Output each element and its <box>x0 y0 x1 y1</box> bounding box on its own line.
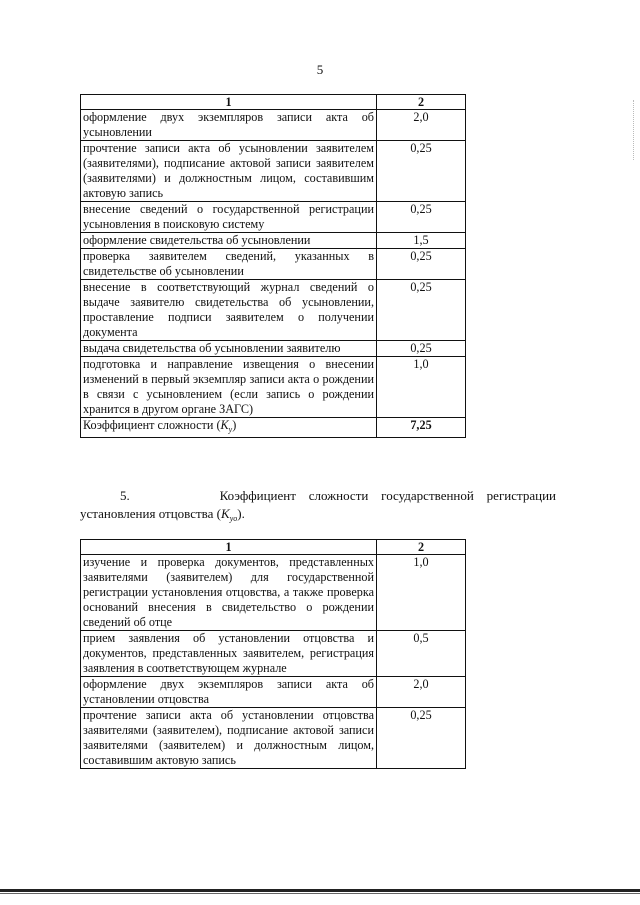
header-col-2: 2 <box>377 540 466 555</box>
table-row <box>81 233 466 249</box>
table-row <box>81 280 466 341</box>
row-description: проверка заявителем сведений, указанных в свидетельстве об усыновлении <box>81 249 377 280</box>
row-description: прием заявления об установлении отцовства и документов, представленных заявителем, регистрация заявления в соответствующем журнале <box>81 631 377 677</box>
total-label: Коэффициент сложности $(K_у)$ <box>81 418 377 438</box>
table-row <box>81 708 466 769</box>
complexity-table-paternity <box>80 539 466 769</box>
row-description: выдача свидетельства об усыновлении заявителю <box>81 341 377 357</box>
table-row <box>81 341 466 357</box>
row-description: прочтение записи акта об усыновлении заявителем (заявителями), подписание актовой записи заявителем (заявителями) и должностным лицом, составившим актовую запись <box>81 141 377 202</box>
header-col-1: 1 <box>81 540 377 555</box>
row-coefficient: 0,5 <box>377 631 466 677</box>
row-coefficient: 0,25 <box>377 280 466 341</box>
section-5-paragraph <box>80 487 556 528</box>
row-description: подготовка и направление извещения о внесении изменений в первый экземпляр записи акта о рождении в связи с усыновлением (если запись о рождении хранится в другом органе ЗАГС) <box>81 357 377 418</box>
page-number: 5 <box>316 62 324 77</box>
paragraph-line-1: 5. Коэффициент сложности государственной регистрации <box>120 488 556 503</box>
row-coefficient: 1,0 <box>377 555 466 631</box>
table-row <box>81 202 466 233</box>
row-coefficient: 0,25 <box>377 202 466 233</box>
table-row <box>81 677 466 708</box>
scan-margin-marks <box>630 100 634 160</box>
row-description: оформление двух экземпляров записи акта об усыновлении <box>81 110 377 141</box>
row-coefficient: 2,0 <box>377 110 466 141</box>
row-coefficient: 1,5 <box>377 233 466 249</box>
scan-edge-line-thin <box>0 893 640 894</box>
row-coefficient: 0,25 <box>377 708 466 769</box>
table-header-row <box>81 95 466 110</box>
row-description: изучение и проверка документов, представленных заявителями (заявителем) для государственной регистрации установления отцовства, а также проверка оснований внесения в свидетельство о рождении сведений об отце <box>81 555 377 631</box>
table-row <box>81 555 466 631</box>
header-col-1: 1 <box>81 95 377 110</box>
header-col-2: 2 <box>377 95 466 110</box>
row-description: внесение сведений о государственной регистрации усыновления в поисковую систему <box>81 202 377 233</box>
table-row <box>81 141 466 202</box>
row-coefficient: 2,0 <box>377 677 466 708</box>
table-row <box>81 631 466 677</box>
row-description: прочтение записи акта об установлении отцовства заявителями (заявителем), подписание актовой записи заявителями (заявителем) и должностным лицом, составившим актовую запись <box>81 708 377 769</box>
table-row <box>81 110 466 141</box>
table-header-row <box>81 540 466 555</box>
row-description: оформление двух экземпляров записи акта об установлении отцовства <box>81 677 377 708</box>
row-coefficient: 0,25 <box>377 249 466 280</box>
total-row <box>81 418 466 438</box>
total-value: 7,25 <box>377 418 466 438</box>
table-row <box>81 357 466 418</box>
row-description: оформление свидетельства об усыновлении <box>81 233 377 249</box>
row-description: внесение в соответствующий журнал сведений о выдаче заявителю свидетельства об усыновлении, проставление подписи заявителем о получении документа <box>81 280 377 341</box>
row-coefficient: 0,25 <box>377 141 466 202</box>
scan-edge-line <box>0 889 640 892</box>
row-coefficient: 0,25 <box>377 341 466 357</box>
complexity-table-adoption <box>80 94 466 438</box>
paragraph-line-2: установления отцовства $(K_{уо})$. <box>80 506 245 523</box>
row-coefficient: 1,0 <box>377 357 466 418</box>
table-row <box>81 249 466 280</box>
